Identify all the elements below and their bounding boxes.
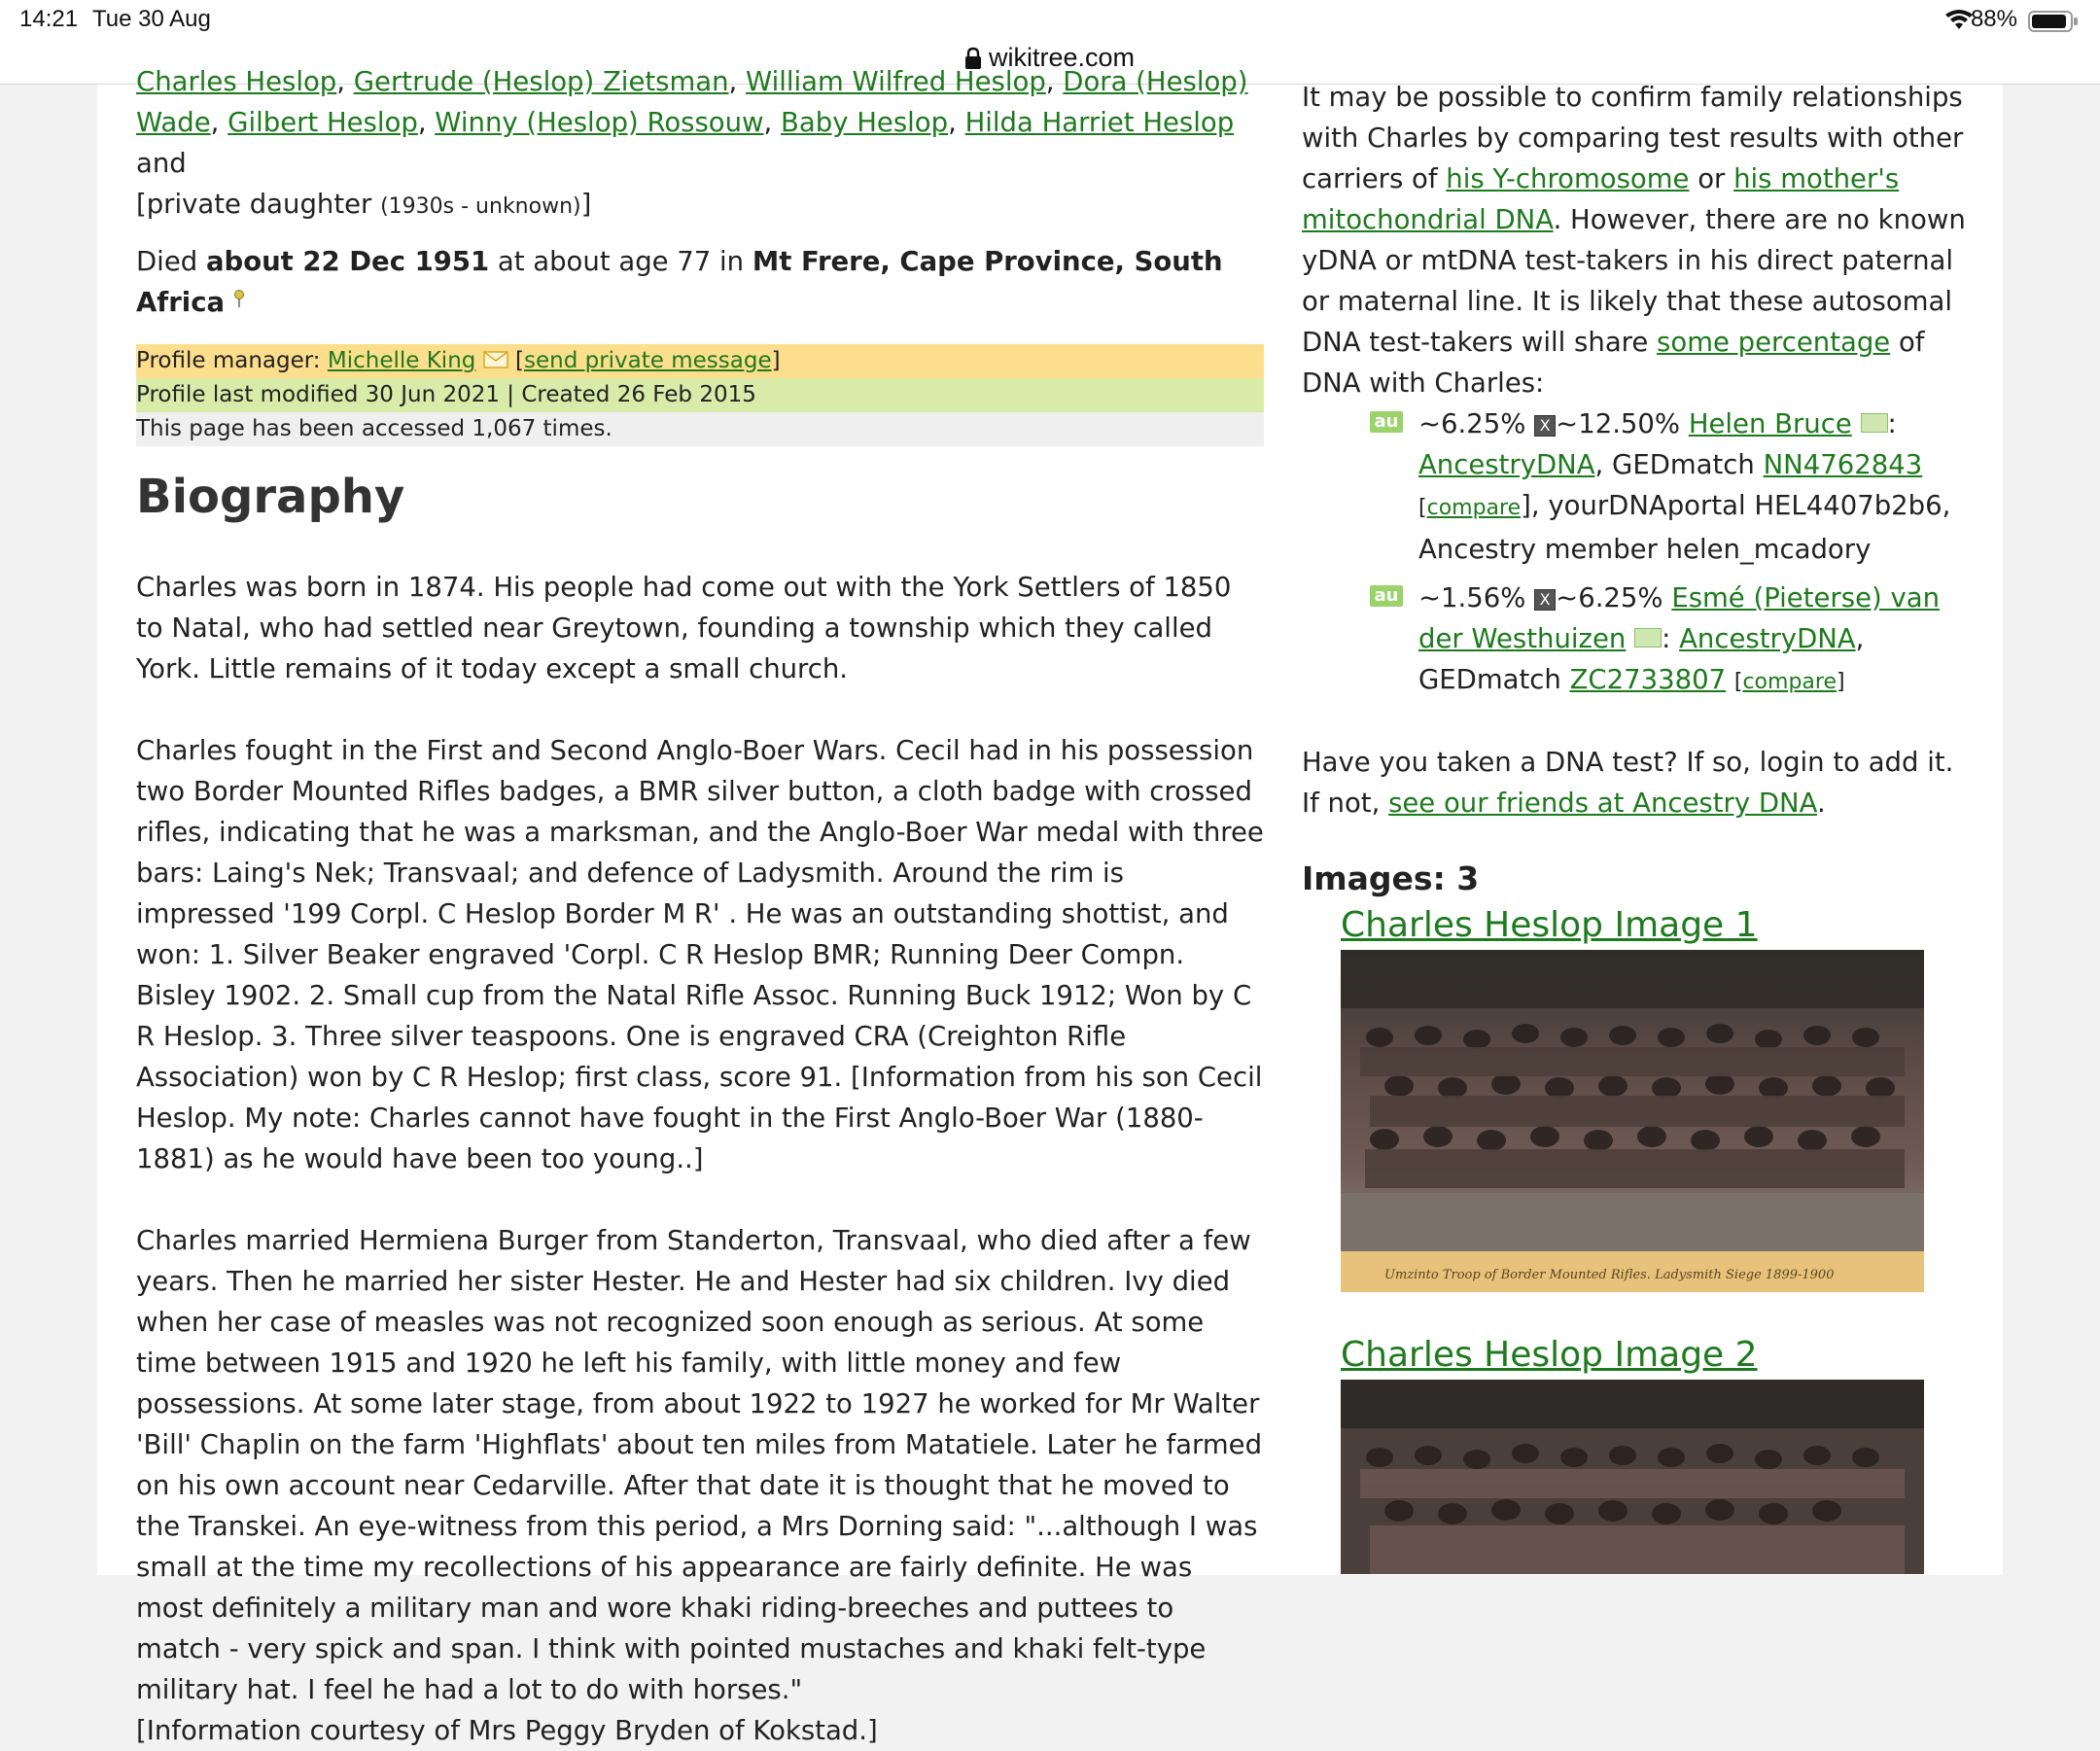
dna-sidebar xyxy=(1302,82,1973,1574)
private-daughter: [private daughter xyxy=(136,189,372,220)
status-bar xyxy=(0,0,2100,43)
some-percentage-link[interactable]: some percentage xyxy=(1657,327,1891,358)
gedmatch-id-link[interactable]: ZC2733807 xyxy=(1569,664,1727,695)
envelope-icon[interactable] xyxy=(483,351,508,368)
photo-caption: Umzinto Troop of Border Mounted Rifles. Ladysmith Siege 1899-1900 xyxy=(1384,1268,1835,1282)
private-daughter-close: ] xyxy=(580,189,592,220)
relative-link[interactable]: William Wilfred Heslop xyxy=(746,66,1046,97)
relative-link[interactable]: Hilda Harriet Heslop xyxy=(964,107,1235,138)
dna-tester-list xyxy=(1302,403,1973,703)
military-group-photo[interactable] xyxy=(1341,1380,1924,1574)
mitochondrial-dna-link[interactable]: his mother's mitochondrial DNA xyxy=(1302,163,1900,235)
ancestry-dna-friends-link[interactable]: see our friends at Ancestry DNA xyxy=(1388,788,1817,819)
autosomal-badge-icon: au xyxy=(1370,585,1403,607)
relatives-and: and xyxy=(136,148,187,179)
relative-link[interactable]: Winny (Heslop) Rossouw xyxy=(435,107,764,138)
dna-tester: au ~1.56% X ~6.25% Esmé (Pieterse) van der Westhuizen : AncestryDNA, GEDmatch ZC2733807 [compare] xyxy=(1370,578,1973,703)
status-date: Tue 30 Aug xyxy=(92,6,211,32)
image-entry xyxy=(1341,1331,1973,1574)
relative-link[interactable]: Baby Heslop xyxy=(781,107,949,138)
autosomal-badge-icon: au xyxy=(1370,411,1403,433)
profile-manager-bar: Profile manager: Michelle King [send private message] xyxy=(136,344,1264,378)
main-column xyxy=(136,66,1264,1751)
relatives-list: Charles Heslop, Gertrude (Heslop) Zietsman, William Wilfred Heslop, Dora (Heslop) Wade, Gilbert Heslop, Winny (Heslop) Rossouw, Baby Heslop, Hilda Harriet Heslop and [private daughter (1930s - unknown)] xyxy=(136,66,1248,220)
relative-link[interactable]: Gertrude (Heslop) Zietsman xyxy=(353,66,729,97)
death-date: about 22 Dec 1951 xyxy=(205,246,490,277)
death-place: Mt Frere, Cape Province, South Africa xyxy=(136,246,1223,318)
battery-icon xyxy=(2028,11,2079,32)
wifi-icon xyxy=(1944,10,1974,31)
url-text[interactable]: wikitree.com xyxy=(988,43,1136,72)
profile-page xyxy=(97,66,2003,1746)
profile-modified-bar: Profile last modified 30 Jun 2021 | Created 26 Feb 2015 xyxy=(136,378,1264,412)
biography-paragraph: Charles was born in 1874. His people had come out with the York Settlers of 1850 to Natal, who had settled near Greytown, founding a township which they called York. Little remains of it today except a small church. xyxy=(136,572,1232,684)
dna-tester-link[interactable]: Esmé (Pieterse) van der Westhuizen xyxy=(1418,582,1941,654)
dna-intro: It may be possible to confirm family relationships with Charles by comparing test results with other carriers of his Y-chromosome or his mother's mitochondrial DNA. However, there are no known yDNA or mtDNA test-takers in his direct paternal or maternal line. It is likely that these autosomal DNA test-takers will share some percentage of DNA with Charles: xyxy=(1302,82,1966,399)
x-chromosome-icon: X xyxy=(1534,589,1556,611)
relative-link[interactable]: Dora (Heslop) Wade xyxy=(136,66,1248,138)
biography-text xyxy=(136,567,1264,1751)
compare-link[interactable]: compare xyxy=(1426,496,1522,520)
status-time: 14:21 xyxy=(19,6,79,32)
images-heading: Images: 3 xyxy=(1302,859,1480,897)
battery-percentage: 88% xyxy=(1970,6,2017,32)
relative-link[interactable]: Gilbert Heslop xyxy=(228,107,418,138)
image-title-link[interactable]: Charles Heslop Image 2 xyxy=(1341,1335,1758,1375)
military-group-photo[interactable] xyxy=(1341,950,1924,1292)
ancestry-dna-link[interactable]: AncestryDNA xyxy=(1418,449,1595,480)
compare-link[interactable]: compare xyxy=(1742,670,1837,694)
send-private-message-link[interactable]: send private message xyxy=(523,348,772,373)
image-entry xyxy=(1341,901,1973,1292)
relative-link[interactable]: Charles Heslop xyxy=(136,66,337,97)
biography-paragraph: Charles married Hermiena Burger from Standerton, Transvaal, who died after a few years. Then he married her sister Hester. He and Hester had six children. Ivy died when her case of measles was not recognized soon enough as serious. At some time between 1915 and 1920 he left his family, with little money and few possessions. At some later stage, from about 1922 to 1927 he worked for Mr Walter 'Bill' Chaplin on the farm 'Highflats' about ten miles from Matatiele. Later he farmed on his own account near Cedarville. After that date it is thought that he moved to the Transkei. An eye-witness from this period, a Mrs Dorning said: "...although I was small at the time my recollections of his appearance are fairly definite. He was most definitely a military man and wore khaki riding-breeches and puttees to match - very spick and span. I think with pointed mustaches and khaki felt-type military hat. I feel he had a lot to do with horses." xyxy=(136,1225,1263,1705)
page-access-count: This page has been accessed 1,067 times. xyxy=(136,412,1264,446)
dna-tester-link[interactable]: Helen Bruce xyxy=(1688,408,1852,439)
biography-paragraph: Charles fought in the First and Second Anglo-Boer Wars. Cecil had in his possession two Border Mounted Rifles badges, a BMR silver button, a cloth badge with crossed rifles, indicating that he was a marksman, and the Anglo-Boer War medal with three bars: Laing's Nek; Transvaal; and defence of Ladysmith. Around the rim is impressed '199 Corpl. C Heslop Border M R' . He was an outstanding shottist, and won: 1. Silver Beaker engraved 'Corpl. C R Heslop BMR; Running Deer Compn. Bisley 1902. 2. Small cup from the Natal Rifle Assoc. Running Buck 1912; Won by C R Heslop. 3. Three silver teaspoons. One is engraved CRA (Creighton Rifle Association) won by C R Heslop; first class, score 91. [Information from his son Cecil Heslop. My note: Charles cannot have fought in the First Anglo-Boer War (1880-1881) as he would have been too young..] xyxy=(136,735,1264,1174)
map-pin-icon[interactable] xyxy=(233,290,245,307)
x-chromosome-icon: X xyxy=(1534,415,1556,437)
dna-call-to-action: Have you taken a DNA test? If so, login to add it. If not, see our friends at Ancestry DNA. xyxy=(1302,747,1954,819)
biography-heading: Biography xyxy=(136,470,405,524)
biography-paragraph: [Information courtesy of Mrs Peggy Bryden of Kokstad.] xyxy=(136,1715,878,1746)
image-title-link[interactable]: Charles Heslop Image 1 xyxy=(1341,905,1758,945)
death-line: Died about 22 Dec 1951 at about age 77 in Mt Frere, Cape Province, South Africa xyxy=(136,246,1223,318)
y-chromosome-link[interactable]: his Y-chromosome xyxy=(1446,163,1690,194)
dna-tester: au ~6.25% X ~12.50% Helen Bruce : AncestryDNA, GEDmatch NN4762843 [compare], yourDNAportal HEL4407b2b6, Ancestry member helen_mcadory xyxy=(1370,403,1973,570)
family-tree-icon[interactable] xyxy=(1861,413,1888,433)
private-daughter-dates: (1930s - unknown) xyxy=(380,194,581,219)
ancestry-dna-link[interactable]: AncestryDNA xyxy=(1679,623,1856,654)
gedmatch-id-link[interactable]: NN4762843 xyxy=(1763,449,1923,480)
family-tree-icon[interactable] xyxy=(1634,628,1662,648)
manager-link[interactable]: Michelle King xyxy=(327,348,476,373)
